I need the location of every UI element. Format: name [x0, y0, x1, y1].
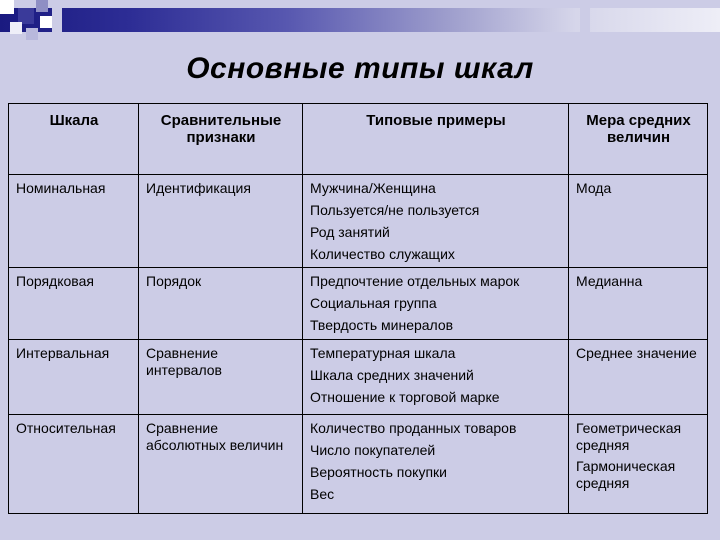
example-item: Социальная группа — [310, 295, 437, 311]
measure-item: Среднее значение — [576, 345, 697, 361]
measure-item: Медианна — [576, 273, 643, 289]
cell-measure — [569, 268, 708, 340]
header-band-gap — [580, 8, 590, 32]
cell-feature: Порядок — [139, 268, 303, 340]
header-examples: Типовые примеры — [303, 104, 569, 175]
header-features: Сравнительные признаки — [139, 104, 303, 175]
cell-examples — [303, 268, 569, 340]
page-title: Основные типы шкал — [186, 52, 534, 85]
measure-item: Геометрическая средняя — [576, 420, 682, 453]
table-row — [9, 268, 708, 340]
cell-scale: Порядковая — [9, 268, 139, 340]
cell-examples — [303, 415, 569, 514]
example-item: Шкала средних значений — [310, 367, 474, 383]
cell-scale: Относительная — [9, 415, 139, 514]
decor-square — [26, 28, 38, 40]
cell-scale: Номинальная — [9, 175, 139, 268]
example-item: Температурная шкала — [310, 345, 456, 361]
example-item: Отношение к торговой марке — [310, 389, 500, 405]
table-header-row — [9, 104, 708, 175]
example-item: Пользуется/не пользуется — [310, 202, 480, 218]
cell-examples — [303, 340, 569, 415]
decor-square — [40, 16, 52, 28]
cell-feature: Сравнение интервалов — [139, 340, 303, 415]
example-item: Род занятий — [310, 224, 390, 240]
decor-square — [10, 22, 22, 34]
cell-measure — [569, 175, 708, 268]
scales-table — [8, 103, 708, 514]
example-item: Вес — [310, 486, 335, 502]
header-measure: Мера средних величин — [569, 104, 708, 175]
cell-feature: Идентификация — [139, 175, 303, 268]
cell-examples — [303, 175, 569, 268]
example-item: Мужчина/Женщина — [310, 180, 436, 196]
example-item: Количество служащих — [310, 246, 455, 262]
measure-item: Мода — [576, 180, 612, 196]
header-band — [0, 8, 720, 32]
example-item: Твердость минералов — [310, 317, 454, 333]
header-band-gap — [52, 8, 62, 32]
decor-square — [36, 0, 48, 12]
cell-scale: Интервальная — [9, 340, 139, 415]
example-item: Предпочтение отдельных марок — [310, 273, 520, 289]
header-scale: Шкала — [9, 104, 139, 175]
cell-feature: Сравнение абсолютных величин — [139, 415, 303, 514]
table-row — [9, 175, 708, 268]
table-row — [9, 340, 708, 415]
table-row — [9, 415, 708, 514]
example-item: Число покупателей — [310, 442, 436, 458]
cell-measure — [569, 415, 708, 514]
cell-measure — [569, 340, 708, 415]
example-item: Количество проданных товаров — [310, 420, 517, 436]
decor-square — [0, 0, 14, 14]
measure-item: Гармоническая средняя — [576, 458, 676, 491]
example-item: Вероятность покупки — [310, 464, 447, 480]
